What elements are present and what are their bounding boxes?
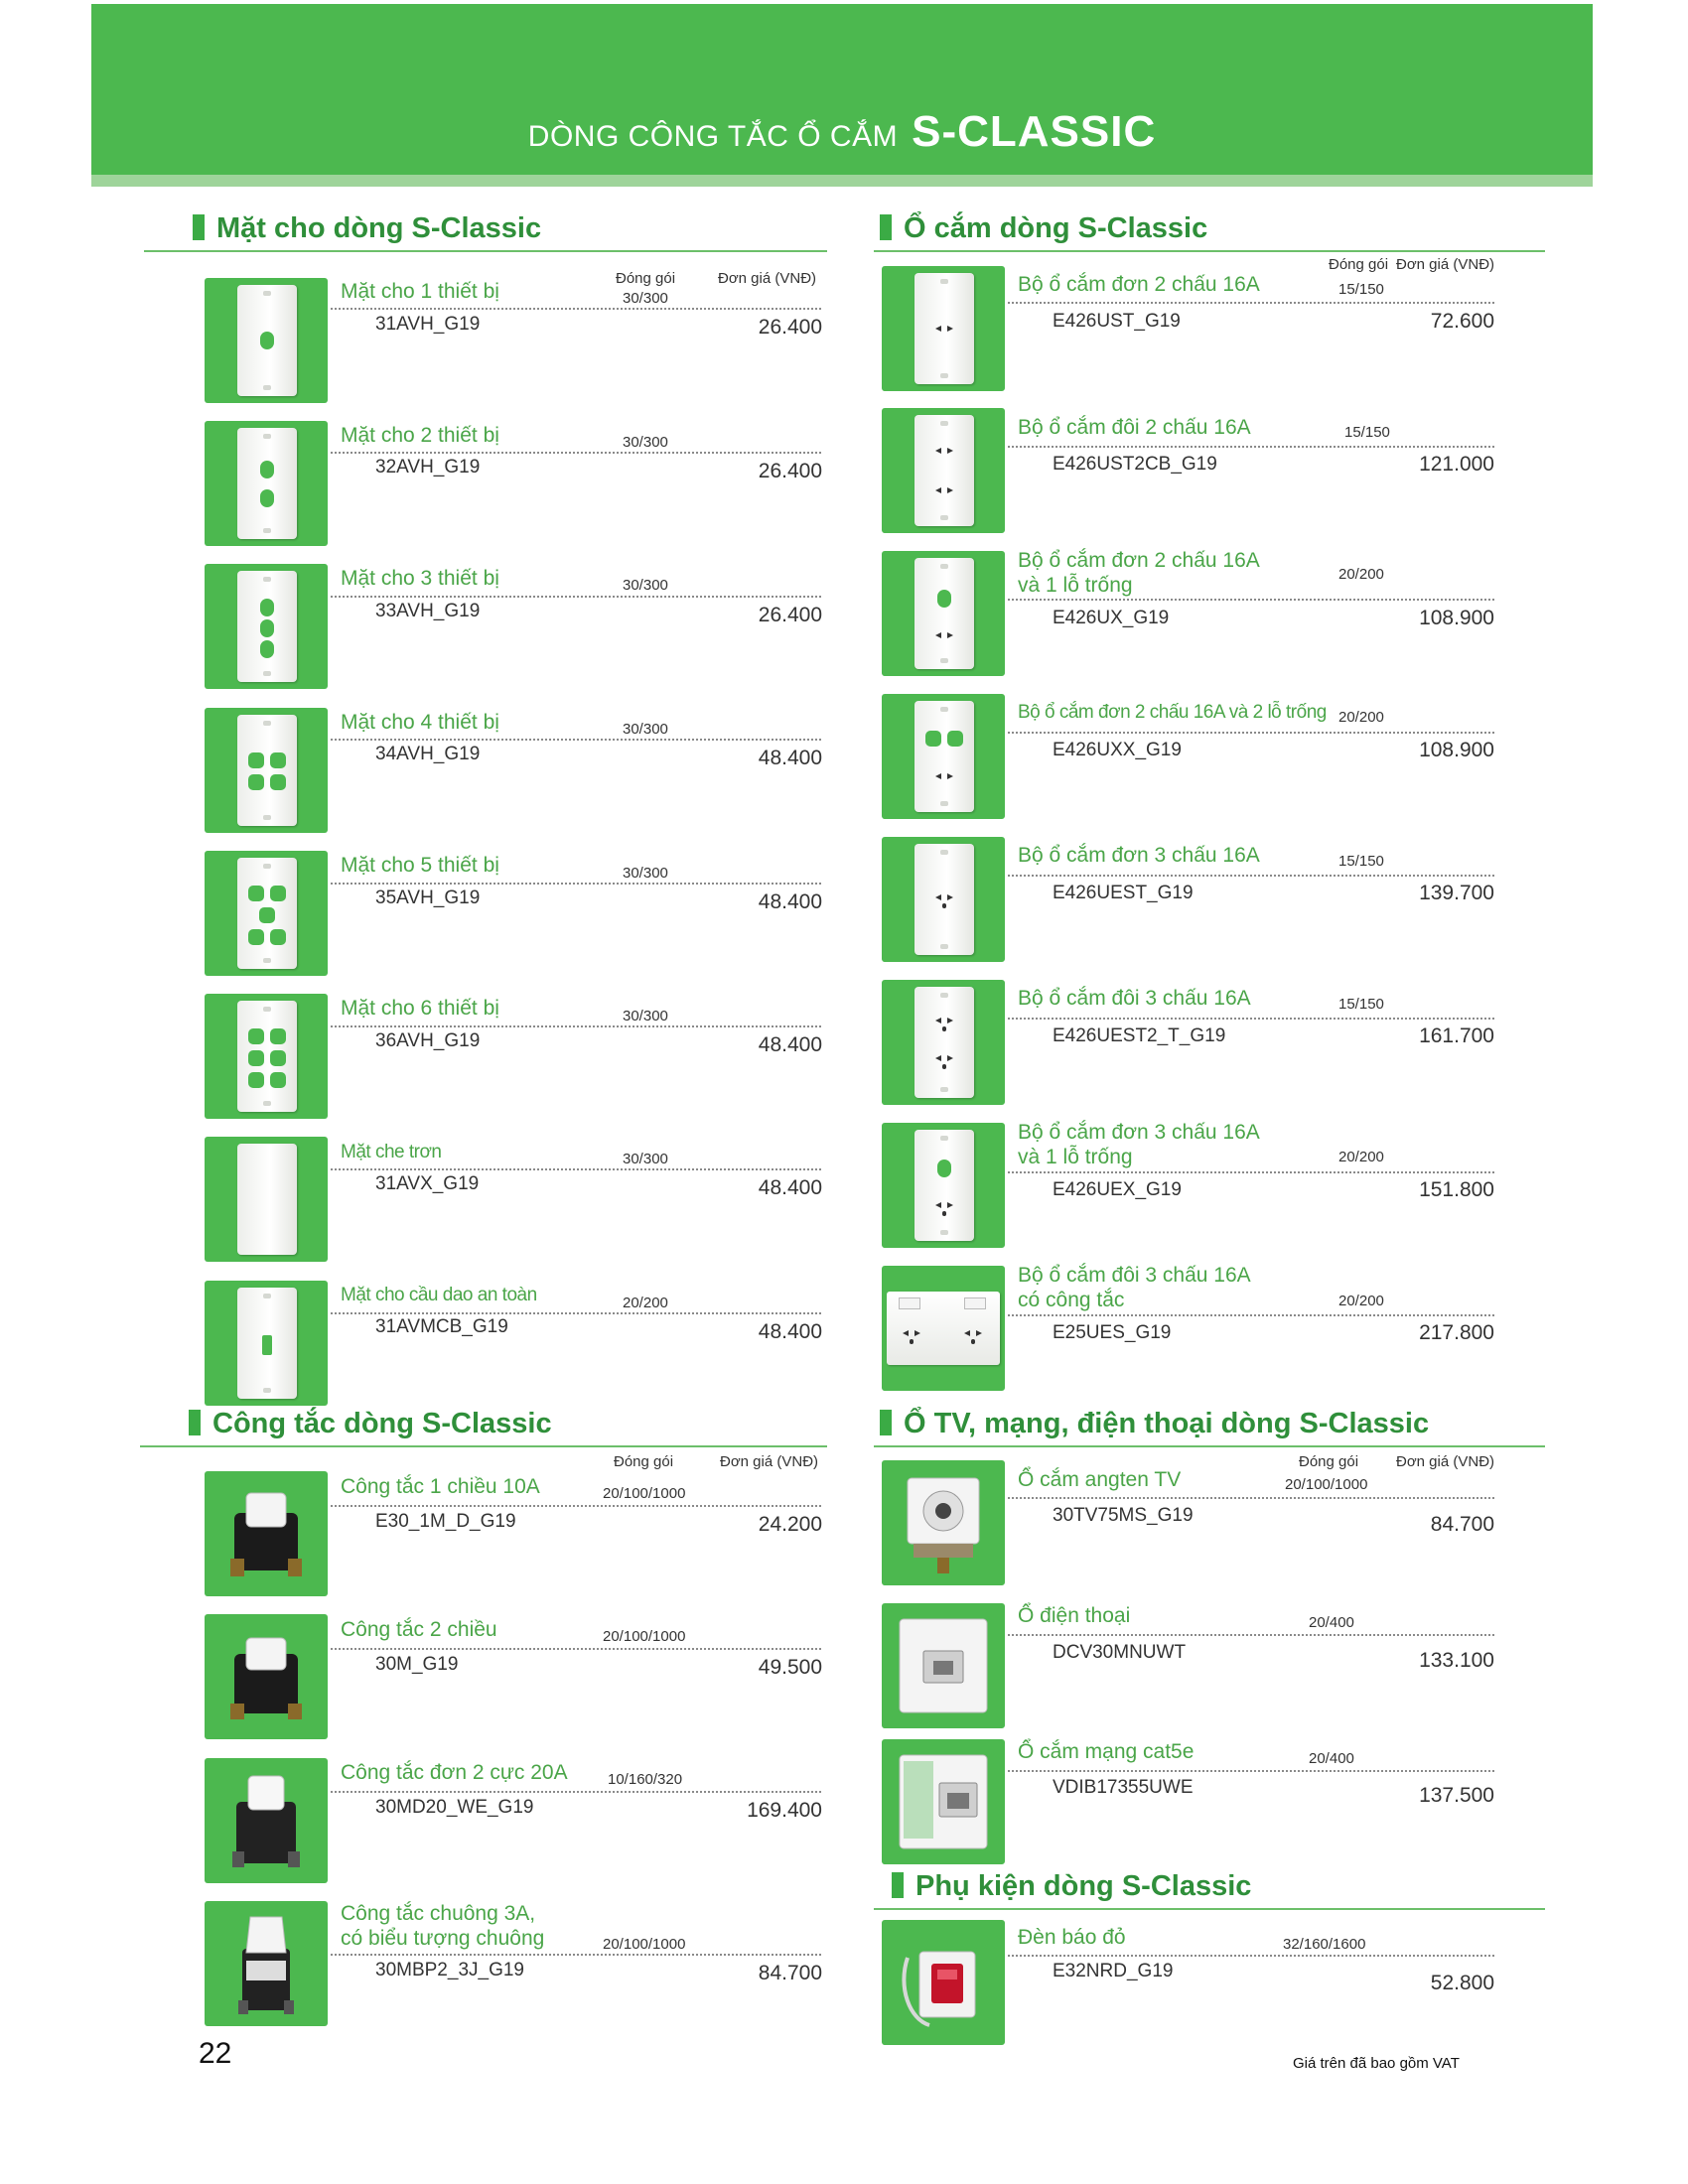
product-code: E25UES_G19 (1053, 1322, 1172, 1343)
product-pack: 30/300 (623, 434, 668, 451)
product-name-line2: có biểu tượng chuông (341, 1927, 545, 1950)
row-divider (331, 1791, 821, 1793)
row-divider (1008, 446, 1494, 448)
product-pack: 20/400 (1309, 1614, 1354, 1631)
product-pack: 20/400 (1309, 1750, 1354, 1767)
product-pack: 20/100/1000 (1285, 1476, 1368, 1493)
row-divider (331, 596, 821, 598)
col-head-price: Đơn giá (VNĐ) (1396, 1453, 1495, 1470)
bell-push-module (226, 1909, 306, 2018)
product-name: Ổ cắm angten TV (1018, 1468, 1182, 1491)
row-divider (1008, 1171, 1494, 1173)
vat-note: Giá trên đã bao gồm VAT (1293, 2055, 1460, 2072)
product-name: Bộ ổ cắm đơn 2 chấu 16A (1018, 273, 1260, 296)
product-name: Công tắc 1 chiều 10A (341, 1475, 540, 1498)
product-image (882, 980, 1005, 1105)
page-title-brand: S-CLASSIC (912, 107, 1157, 156)
product-pack: 20/200 (1338, 1293, 1384, 1309)
blank-faceplate (237, 1144, 297, 1255)
product-code: 35AVH_G19 (375, 887, 481, 908)
product-price: 139.700 (1419, 882, 1494, 904)
socket-single-2pin (914, 273, 974, 384)
socket-2pin-blank (914, 558, 974, 669)
product-image (882, 408, 1005, 533)
product-name: Bộ ổ cắm đơn 3 chấu 16A (1018, 844, 1260, 867)
switch-module-2way (224, 1626, 308, 1727)
product-name: Đèn báo đỏ (1018, 1926, 1126, 1949)
product-image (882, 837, 1005, 962)
product-code: 31AVMCB_G19 (375, 1316, 508, 1337)
socket-double-2pin (914, 415, 974, 526)
product-name: Bộ ổ cắm đôi 2 chấu 16A (1018, 416, 1251, 439)
product-code: E426UST2CB_G19 (1053, 454, 1217, 475)
product-pack: 20/100/1000 (603, 1628, 686, 1645)
section-title-accessories (892, 1870, 1251, 1902)
product-name: Mặt cho 5 thiết bị (341, 854, 499, 877)
section-rule (874, 1445, 1545, 1447)
product-pack: 30/300 (623, 290, 668, 307)
product-price: 72.600 (1430, 310, 1494, 333)
product-code: E30_1M_D_G19 (375, 1511, 516, 1532)
product-image (882, 1920, 1005, 2045)
product-code: 30M_G19 (375, 1654, 459, 1675)
product-name: Ổ cắm mạng cat5e (1018, 1740, 1195, 1763)
row-divider (331, 883, 821, 885)
product-name: Công tắc chuông 3A, (341, 1902, 536, 1925)
product-image (205, 994, 328, 1119)
phone-jack-module (890, 1611, 997, 1720)
product-code: E426UST_G19 (1053, 311, 1181, 332)
product-pack: 10/160/320 (608, 1771, 683, 1788)
product-price: 133.100 (1419, 1649, 1494, 1672)
product-pack: 30/300 (623, 1008, 668, 1024)
product-code: E32NRD_G19 (1053, 1961, 1174, 1981)
row-divider (1008, 875, 1494, 877)
product-image (205, 851, 328, 976)
section-title-tv-data (880, 1408, 1429, 1439)
product-price: 217.800 (1419, 1321, 1494, 1344)
product-pack: 15/150 (1338, 853, 1384, 870)
section-bar (880, 1410, 892, 1435)
section-title-text: Phụ kiện dòng S-Classic (915, 1870, 1252, 1902)
product-name: Bộ ổ cắm đơn 2 chấu 16A (1018, 549, 1260, 572)
page-number: 22 (199, 2037, 232, 2070)
product-code: DCV30MNUWT (1053, 1642, 1187, 1663)
product-code: 31AVH_G19 (375, 314, 481, 335)
product-name: Ổ điện thoại (1018, 1604, 1131, 1627)
product-name: Mặt che trơn (341, 1142, 442, 1162)
product-code: E426UEST2_T_G19 (1053, 1025, 1226, 1046)
product-code: 34AVH_G19 (375, 744, 481, 764)
row-divider (1008, 1955, 1494, 1957)
product-price: 169.400 (747, 1799, 822, 1822)
product-code: E426UEX_G19 (1053, 1179, 1182, 1200)
row-divider (331, 1025, 821, 1027)
product-name: Bộ ổ cắm đôi 3 chấu 16A (1018, 1264, 1251, 1287)
section-title-text: Công tắc dòng S-Classic (212, 1408, 552, 1439)
product-image (205, 1281, 328, 1406)
col-head-pack: Đóng gói (614, 1453, 674, 1470)
product-price: 48.400 (758, 1033, 822, 1056)
product-pack: 15/150 (1338, 281, 1384, 298)
product-price: 151.800 (1419, 1178, 1494, 1201)
product-name: Công tắc 2 chiều (341, 1618, 497, 1641)
product-price: 84.700 (758, 1962, 822, 1984)
section-title-text: Mặt cho dòng S-Classic (216, 212, 542, 244)
product-name: Bộ ổ cắm đôi 3 chấu 16A (1018, 987, 1251, 1010)
section-bar (880, 214, 892, 240)
faceplate-2-gang (237, 428, 297, 539)
network-jack-module (890, 1747, 997, 1856)
row-divider (1008, 732, 1494, 734)
product-pack: 15/150 (1338, 996, 1384, 1013)
product-name: Công tắc đơn 2 cực 20A (341, 1761, 568, 1784)
faceplate-1-gang (237, 285, 297, 396)
section-title-sockets (880, 212, 1207, 244)
product-image (882, 1739, 1005, 1864)
faceplate-mcb (237, 1288, 297, 1399)
col-head-pack: Đóng gói (1329, 256, 1389, 273)
product-price: 108.900 (1419, 607, 1494, 629)
col-head-pack: Đóng gói (1299, 1453, 1359, 1470)
socket-3pin-blank (914, 1130, 974, 1241)
product-pack: 30/300 (623, 865, 668, 882)
product-image (205, 1137, 328, 1262)
product-name: Bộ ổ cắm đơn 2 chấu 16A và 2 lỗ trống (1018, 702, 1327, 723)
product-code: 32AVH_G19 (375, 457, 481, 478)
product-price: 26.400 (758, 316, 822, 339)
row-divider (331, 1648, 821, 1650)
product-pack: 20/200 (623, 1295, 668, 1311)
product-price: 49.500 (758, 1656, 822, 1679)
product-image (882, 551, 1005, 676)
product-image (205, 421, 328, 546)
product-price: 48.400 (758, 1176, 822, 1199)
product-pack: 20/100/1000 (603, 1485, 686, 1502)
row-divider (331, 739, 821, 741)
switch-module-1way (224, 1483, 308, 1584)
product-image (205, 278, 328, 403)
product-code: E426UXX_G19 (1053, 740, 1182, 760)
product-code: E426UEST_G19 (1053, 883, 1194, 903)
col-head-price: Đơn giá (VNĐ) (1396, 256, 1495, 273)
product-image (205, 1471, 328, 1596)
header-stripe (91, 175, 1593, 187)
row-divider (1008, 1634, 1494, 1636)
product-price: 26.400 (758, 460, 822, 482)
section-title-switches (189, 1408, 552, 1439)
product-pack: 15/150 (1344, 424, 1390, 441)
product-name: Mặt cho 2 thiết bị (341, 424, 499, 447)
product-code: 33AVH_G19 (375, 601, 481, 621)
section-title-text: Ổ cắm dòng S-Classic (904, 212, 1208, 244)
product-code: 36AVH_G19 (375, 1030, 481, 1051)
product-name: Mặt cho 3 thiết bị (341, 567, 499, 590)
section-bar (193, 214, 205, 240)
product-pack: 20/100/1000 (603, 1936, 686, 1953)
socket-single-3pin (914, 844, 974, 955)
product-image (882, 1603, 1005, 1728)
product-price: 24.200 (758, 1513, 822, 1536)
section-title-faceplates (193, 212, 541, 244)
page-title (91, 107, 1593, 157)
product-name: Mặt cho cầu dao an toàn (341, 1285, 537, 1305)
product-price: 48.400 (758, 1320, 822, 1343)
section-rule (874, 1908, 1545, 1910)
product-price: 137.500 (1419, 1784, 1494, 1807)
product-pack: 20/200 (1338, 566, 1384, 583)
socket-double-3pin-switch (887, 1292, 1000, 1365)
col-head-price: Đơn giá (VNĐ) (718, 270, 817, 287)
product-price: 52.800 (1430, 1972, 1494, 1994)
product-pack: 30/300 (623, 577, 668, 594)
product-image (882, 1460, 1005, 1585)
page-title-prefix: DÒNG CÔNG TẮC Ổ CẮM (527, 120, 899, 153)
product-name: Bộ ổ cắm đơn 3 chấu 16A (1018, 1121, 1260, 1144)
row-divider (331, 1505, 821, 1507)
section-title-text: Ổ TV, mạng, điện thoại dòng S-Classic (904, 1408, 1430, 1439)
product-code: E426UX_G19 (1053, 608, 1170, 628)
product-image (882, 694, 1005, 819)
product-image (882, 1266, 1005, 1391)
row-divider (1008, 1018, 1494, 1020)
faceplate-4-gang (237, 715, 297, 826)
section-bar (892, 1872, 904, 1898)
product-code: 30TV75MS_G19 (1053, 1505, 1194, 1526)
faceplate-5-gang (237, 858, 297, 969)
faceplate-6-gang (237, 1001, 297, 1112)
red-indicator-lamp (890, 1928, 997, 2037)
product-code: 30MBP2_3J_G19 (375, 1960, 524, 1980)
product-name-line2: và 1 lỗ trống (1018, 574, 1133, 597)
section-bar (189, 1410, 201, 1435)
product-name-line2: và 1 lỗ trống (1018, 1146, 1133, 1168)
product-pack: 20/200 (1338, 1149, 1384, 1165)
product-image (205, 1758, 328, 1883)
product-name: Mặt cho 6 thiết bị (341, 997, 499, 1020)
product-pack: 32/160/1600 (1283, 1936, 1366, 1953)
product-name: Mặt cho 1 thiết bị (341, 280, 499, 303)
socket-double-3pin (914, 987, 974, 1098)
product-name-line2: có công tắc (1018, 1289, 1125, 1311)
product-price: 48.400 (758, 747, 822, 769)
product-image (205, 1614, 328, 1739)
product-price: 121.000 (1419, 453, 1494, 476)
row-divider (1008, 1770, 1494, 1772)
row-divider (331, 1312, 821, 1314)
product-image (882, 266, 1005, 391)
product-price: 84.700 (1430, 1513, 1494, 1536)
row-divider (1008, 302, 1494, 304)
col-head-pack: Đóng gói (616, 270, 676, 287)
row-divider (1008, 1497, 1494, 1499)
tv-antenna-module (896, 1468, 991, 1577)
row-divider (331, 452, 821, 454)
switch-module-2pole (224, 1768, 308, 1873)
faceplate-3-gang (237, 571, 297, 682)
product-price: 161.700 (1419, 1024, 1494, 1047)
product-price: 26.400 (758, 604, 822, 626)
product-pack: 30/300 (623, 721, 668, 738)
row-divider (1008, 1314, 1494, 1316)
row-divider (1008, 599, 1494, 601)
col-head-price: Đơn giá (VNĐ) (720, 1453, 819, 1470)
product-code: 30MD20_WE_G19 (375, 1797, 534, 1818)
product-image (205, 708, 328, 833)
row-divider (331, 1168, 821, 1170)
section-rule (144, 250, 827, 252)
product-image (882, 1123, 1005, 1248)
product-code: 31AVX_G19 (375, 1173, 480, 1194)
section-rule (874, 250, 1545, 252)
socket-2pin-2blank (914, 701, 974, 812)
product-name: Mặt cho 4 thiết bị (341, 711, 499, 734)
section-rule (140, 1445, 827, 1447)
product-pack: 30/300 (623, 1151, 668, 1167)
product-image (205, 564, 328, 689)
product-image (205, 1901, 328, 2026)
product-price: 108.900 (1419, 739, 1494, 761)
row-divider (331, 308, 821, 310)
product-price: 48.400 (758, 890, 822, 913)
product-code: VDIB17355UWE (1053, 1777, 1194, 1798)
row-divider (331, 1954, 821, 1956)
product-pack: 20/200 (1338, 709, 1384, 726)
